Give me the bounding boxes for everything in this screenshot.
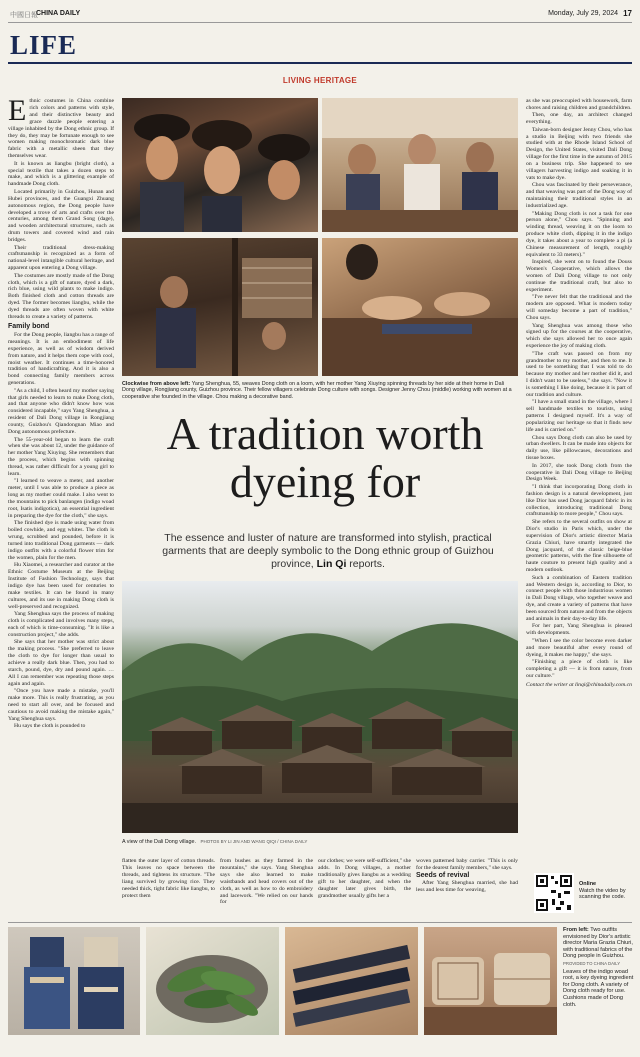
- column-6: [526, 98, 632, 868]
- deck-text: The essence and luster of nature are transformed into stylish, practical garments that are deeply symbolic to the Dong ethnic group of Guizhou province,: [162, 532, 494, 570]
- col5-bottom-b: After Yang Shenghua married, she had less and less time for weaving,: [416, 879, 518, 893]
- photo-dong-cloth-rolls: [285, 927, 418, 1035]
- col6-p16: For her part, Yang Shenghua is pleased with developments.: [526, 623, 632, 637]
- village-caption: [122, 839, 518, 848]
- leaves-illustration: [146, 927, 279, 1035]
- qr-code[interactable]: [534, 873, 574, 913]
- cooperative-illustration: [322, 98, 518, 232]
- caption-lead: Clockwise from above left:: [122, 381, 191, 387]
- bottom-strip-rule: [8, 922, 632, 923]
- bottom-caption-lead: From left:: [563, 927, 589, 933]
- col1-p4: Their traditional dress-making craftsmanship is recognized as a form of national-level intangible cultural heritage, and apparent upon entering a Dong village.: [8, 244, 114, 272]
- photo-cushions: [424, 927, 557, 1035]
- column-1: [8, 98, 114, 920]
- bottom-caption-credit: PROVIDED TO CHINA DAILY: [563, 960, 621, 966]
- col6-p17: "When I see the color become even darker and more beautiful after every round of dyeing, it makes me happy," she says.: [526, 637, 632, 658]
- col1-p11: Hu Xiaomei, a researcher and curator at the Ethnic Costume Museum at the Beijing Institute of Fashion Technology, says that indigo dye has been used for centuries to make textiles. It can be found in many cultures, and its use in making Dong cloth is well-preserved and recognized.: [8, 562, 114, 610]
- headline-line-2: dyeing for: [229, 456, 421, 507]
- cushions-illustration: [424, 927, 557, 1035]
- qr-code-icon: [534, 873, 574, 913]
- bottom-photo-caption: [563, 927, 634, 1037]
- col6-p9: "The craft was passed on from my grandmother to my mother, and then to me. It used to be something that I was told to do because my mother and her mother did it, and I didn't want to be useless," she says. "Now it is something I like doing, because it is part of our tradition and culture.: [526, 350, 632, 399]
- subhead-seeds-of-revival: Seeds of revival: [416, 871, 470, 879]
- column-3: [220, 858, 313, 920]
- col1-p12: Yang Shenghua says the process of making cloth is complicated and involves many steps, each of which is time-consuming. "It is like a construction project," she adds.: [8, 611, 114, 638]
- col1-p6: For the Dong people, liangbu has a range of meanings. It is an embodiment of life experience, as well as of wisdom derived from nature, and it helps them cope with cool, moist weather. It continues a time-honored tradition of handicrafting. And it is also a bond connecting family members across generations.: [8, 331, 114, 387]
- writer-contact: Contact the writer at linqi@chinadaily.com.cn: [526, 681, 632, 688]
- photo-dali-dong-village: [122, 581, 518, 833]
- col6-p12: In 2017, she took Dong cloth from the cooperative in Dali Dong village to Beijing Design Week.: [526, 462, 632, 483]
- photo-decorative-band: [322, 238, 518, 376]
- subhead-family-bond: Family bond: [8, 323, 50, 330]
- col6-p1: as she was preoccupied with housework, farm chores and raising children and grandchildren.: [526, 98, 632, 111]
- online-text: Watch the video by scanning the code.: [579, 887, 626, 900]
- col6-p5: "Making Dong cloth is not a task for one person alone," Chou says. "Spinning and winding thread, weaving it on the loom to produce white cloth, dipping it in the indigo dye, it takes about a year to complete a pi (a Chinese measurement of length, roughly equivalent to 33 meters).": [526, 210, 632, 258]
- village-caption-text: A view of the Dali Dong village.: [122, 839, 197, 845]
- column-5-bottom: [416, 858, 518, 920]
- col6-p13: "I think that incorporating Dong cloth in fashion design is a natural development, just like Dior has used Dong jacquard fabric in its collection, introducing traditional Dong craftsmanship to more people," Chou says.: [526, 483, 632, 518]
- photo-cooperative-women: [322, 98, 518, 232]
- col5-bottom-a: woven patterned baby carrier. "This is only for the dearest family members," she says.: [416, 858, 518, 871]
- paper-name: CHINA DAILY: [36, 10, 81, 17]
- col6-p15: Such a combination of Eastern tradition and Western design is, according to Dior, to connect people with those industrious women in Dali Dong village, who together weave and dye, and create a variety of patterns that have been sourced from nature and from the objects and animals in their day-to-day life.: [526, 574, 632, 623]
- caption-text: Yang Shenghua, 55, weaves Dong cloth on a loom, with her mother Yang Xiuying spinning threads by her side at their home in Dali Dong village, Rongjiang county, Guizhou province. Their fellow villagers celebrate Dong culture with songs. Designer Jenny Chou (middle) working with women at a cooperative she founded in the village. Chou making a decorative band.: [122, 381, 512, 400]
- col6-p14: She refers to the several outfits on show at Dior's studio in Paris which, under the supervision of Dior's artistic director Maria Grazia Chiuri, have smartly integrated the Dong jacquard, of the classic beige-blue geometric patterns, with the fine silhouette of haute couture to present high quality and a modern outlook.: [526, 518, 632, 574]
- village-photo-credit: PHOTOS BY LI JIN AND WANG QIQI / CHINA DAILY: [200, 839, 308, 844]
- singers-illustration: [122, 98, 318, 232]
- village-illustration: [122, 581, 518, 833]
- col1-p7: "As a child, I often heard my mother saying that girls needed to learn to make Dong cloth, and that anyone who didn't know how was considered incapable," says Yang Shenghua, a resident of Dali Dong village in Rongjiang county, Guizhou's Qiandongnan Miao and Dong autonomous prefecture.: [8, 387, 114, 436]
- issue-date: Monday, July 29, 2024: [548, 10, 618, 17]
- col1-p1: thnic costumes in China combine rich colors and patterns with style, and their distinctive beauty and grace dazzle people entering a village inhabited by the Dong ethnic group. If they do, they may be fortunate enough to see women making monochromatic dark blue fabric with a metallic sheen that they themselves wear.: [8, 98, 114, 160]
- col6-p11: Chou says Dong cloth can also be used by urban dwellers. It can be made into objects for daily use, like pillowcases, decorations and tissue boxes.: [526, 434, 632, 462]
- col6-p4: Chou was fascinated by their perseverance, and that weaving was part of the Dong way of maintaining their traditional styles in an industrialized age.: [526, 182, 632, 210]
- column-2: [122, 858, 215, 920]
- col1-p10: The finished dye is made using water from boiled cowhide, and egg whites. The cloth is wrung, scrubbed and pounded, before it is turned into traditional Dong garments — dark indigo outfits with a colorful flower trim for the women, plain for the men.: [8, 520, 114, 561]
- bottom-caption-t2: Leaves of the indigo woad root, a key dyeing ingredient for Dong cloth. A variety of Dong cloth ready for use. Cushions made of Dong cloth.: [563, 968, 634, 1008]
- col6-p7: "I've never felt that the traditional and the modern are opposed. What is modern today will someday become a part of tradition," Chou says.: [526, 294, 632, 322]
- bottom-caption-t1: Two outfits envisioned by Dior's artistic director Maria Grazia Chiuri, with traditional fabrics of the Dong people in Guizhou.: [563, 927, 633, 960]
- col1-p3: Located primarily in Guizhou, Hunan and Hubei provinces, and the Guangxi Zhuang autonomous region, the Dong people have developed a trove of arts and crafts over the centuries, among them Grand Song (dage), and wooden architectural structures, such as drum towers and covered wind and rain bridges.: [8, 188, 114, 244]
- deck: [158, 532, 498, 571]
- china-daily-logo: 中國日報: [10, 12, 38, 19]
- page-number: 17: [623, 9, 632, 18]
- photo-indigo-leaves: [146, 927, 279, 1035]
- photo-villagers-singing: [122, 98, 318, 232]
- deck-tail: reports.: [349, 558, 385, 570]
- top-photo-caption: [122, 381, 518, 407]
- band-illustration: [322, 238, 518, 376]
- loom-illustration: [122, 238, 318, 376]
- masthead: [8, 8, 632, 22]
- col1-p2: It is known as liangbu (bright cloth), a special textile that takes a dozen steps to make, and which is a glittering example of handmade Dong cloth.: [8, 160, 114, 188]
- photo-dior-outfits: [8, 927, 140, 1035]
- col6-p8: Yang Shenghua was among those who signed up for the courses at the cooperative, which she says allowed her to once again experience the joy of making cloth.: [526, 322, 632, 350]
- col4-text: our clothes; we were self-sufficient," she adds. In Dong villages, a mother traditionally gives liangbu as a wedding gift to her daughter, and when the daughter later gives birth, the grandmother usually gifts her a: [318, 858, 411, 899]
- outfits-illustration: [8, 927, 140, 1035]
- col6-p6: Inspired, she went on to found the Douss Women's Cooperative, which allows the women of Dali Dong village to not only continue the traditional craft, but also to experiment.: [526, 259, 632, 293]
- col1-p14: "Once you have made a mistake, you'll make more. This is really frustrating, as you need to start all over, and be focused and cautious to avoid making the mistake again," Yang Shenghua says.: [8, 688, 114, 722]
- col3-text: from bushes as they farmed in the mountains," she says. Yang Shenghua says she also learned to make waistbands and head covers out of the cloth, as well as how to do embroidery and lacework. "We relied on our hands for: [220, 858, 313, 906]
- col2-text: flatten the outer layer of cotton threads. This leaves no space between the threads, and tightens its structure. "The liang survived by growing rice. They needed thick, tight fabric like liangbu, to protect them: [122, 858, 215, 899]
- column-4: [318, 858, 411, 920]
- col1-p8: The 55-year-old began to learn the craft when she was about 12, under the guidance of her mother Yang Xiuying. She remembers that the process, which begins with spinning thread, was rather difficult for a young girl to learn.: [8, 436, 114, 478]
- kicker: LIVING HERITAGE: [282, 76, 358, 85]
- col1-p9: "I learned to weave a meter, and another meter, until I was able to produce a piece as long as my mother could make. I also went to the mountains to pick banlangen (indigo woad root, Isatis indigotica), an essential ingredient in preparing the dye for the cloth," she says.: [8, 478, 114, 519]
- col6-p3: Taiwan-born designer Jenny Chou, who has a studio in Beijing with two friends she studied with at the Rhode Island School of Design, the United States, visited Dali Dong village for the first time in the autumn of 2015 on a business trip. She happened to see villagers harvesting indigo and soaking it in vats to make dye.: [526, 126, 632, 181]
- masthead-rule: [8, 22, 632, 23]
- col6-p18: "Finishing a piece of cloth is like completing a gift — it is from nature, from our culture.": [526, 659, 632, 679]
- online-video-note: [579, 881, 634, 915]
- col1-p5: The costumes are mostly made of the Dong cloth, which is a gift of nature, dyed a dark, rich blue, using wild plants to make indigo. Both finished cloth and cotton threads are dyed. The former becomes liangbu, while the dyed threads are often woven with white threads to create a variety of patterns.: [8, 272, 114, 321]
- col1-p15: Hu says the cloth is pounded to: [14, 723, 86, 730]
- section-rule: [8, 62, 632, 64]
- photo-loom-weaving: [122, 238, 318, 376]
- headline: [120, 410, 530, 506]
- cloth-illustration: [285, 927, 418, 1035]
- online-title: Online: [579, 881, 597, 887]
- col1-p13: She says that her mother was strict about the making process. "She preferred to leave the cloth to dye for longer than usual to achieve a really dark blue. Then, you had to starch, pound, dye, dry and pound again. … All I can remember was repeating those steps again and again.: [8, 639, 114, 687]
- drop-cap: E: [8, 98, 27, 127]
- deck-author: Lin Qi: [316, 558, 347, 570]
- col6-p10: "I have a small stand in the village, where I sell handmade textiles to tourists, using patterns I designed myself. It's a way of popularizing our heritage so that it finds new life and is carried on.": [526, 399, 632, 434]
- headline-line-1: A tradition worth: [166, 408, 484, 459]
- section-title: LIFE: [10, 30, 78, 60]
- col6-p2: Then, one day, an architect changed everything.: [526, 112, 632, 126]
